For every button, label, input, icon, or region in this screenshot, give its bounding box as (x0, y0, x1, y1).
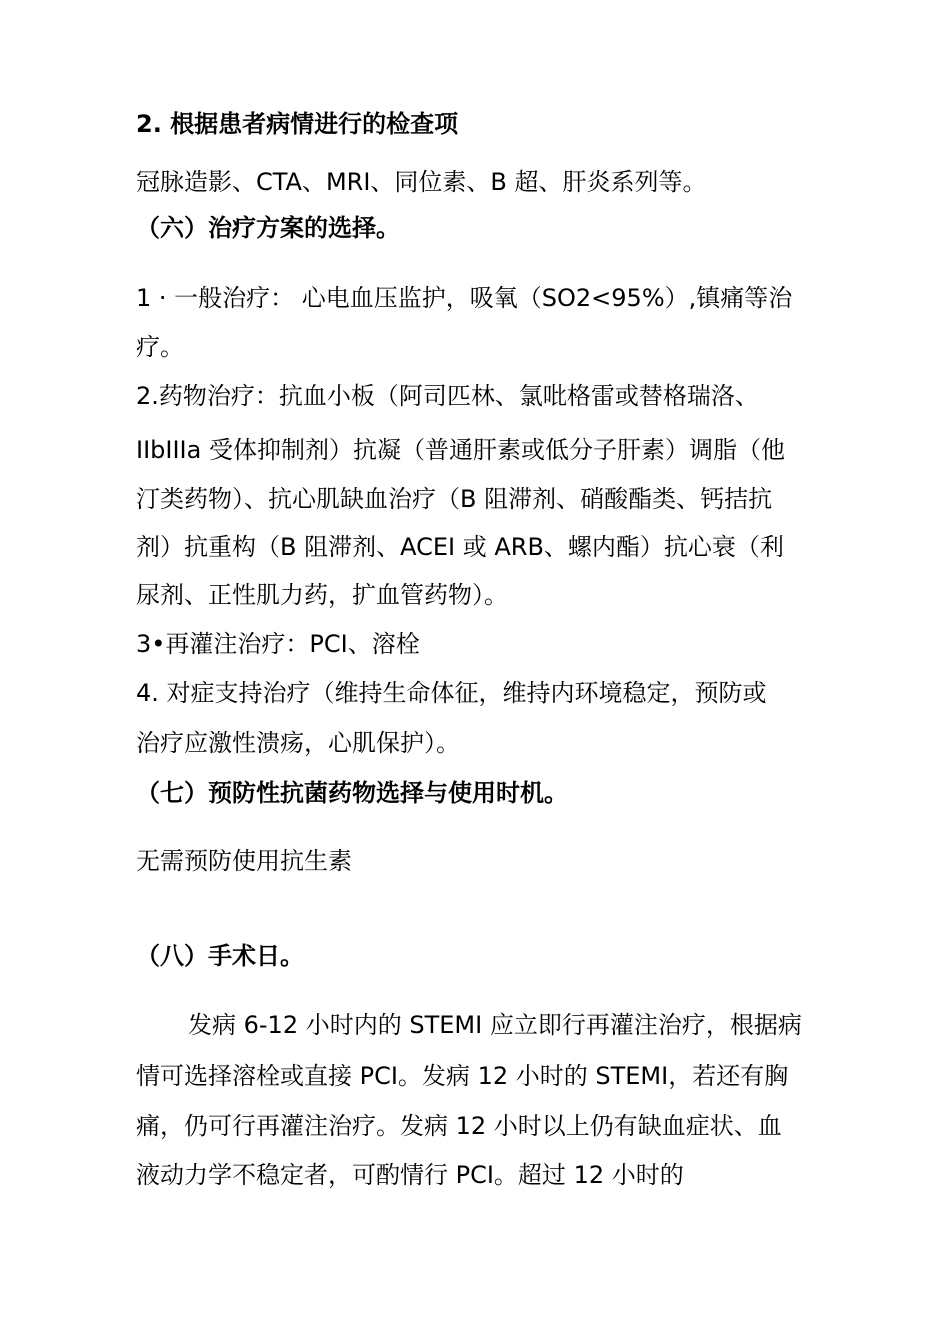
paragraph-line: 尿剂、正性肌力药，扩血管药物）。 (136, 581, 508, 609)
paragraph-line: 无需预防使用抗生素 (136, 847, 352, 875)
paragraph-line: 4. 对症支持治疗（维持生命体征，维持内环境稳定，预防或 (136, 679, 767, 707)
paragraph-line: 汀类药物）、抗心肌缺血治疗（B 阻滞剂、硝酸酯类、钙拮抗 (136, 485, 773, 513)
paragraph-line-indented: 发病 6-12 小时内的 STEMI 应立即行再灌注治疗，根据病 (188, 1011, 802, 1039)
paragraph-line: 治疗应激性溃疡，心肌保护）。 (136, 729, 460, 757)
paragraph-line: 情可选择溶栓或直接 PCI。发病 12 小时的 STEMI，若还有胸 (136, 1062, 789, 1090)
paragraph-line: 液动力学不稳定者，可酌情行 PCI。超过 12 小时的 (136, 1161, 684, 1189)
paragraph-line: 3•再灌注治疗：PCI、溶栓 (136, 630, 420, 658)
section-heading-treatment-plan: （六）治疗方案的选择。 (136, 214, 400, 242)
section-heading-surgery-day: （八）手术日。 (136, 942, 304, 970)
paragraph-line: 2.药物治疗：抗血小板（阿司匹林、氯吡格雷或替格瑞洛、 (136, 382, 759, 410)
paragraph-line: 痛，仍可行再灌注治疗。发病 12 小时以上仍有缺血症状、血 (136, 1112, 782, 1140)
paragraph-line: 冠脉造影、CTA、MRI、同位素、B 超、肝炎系列等。 (136, 168, 707, 196)
section-heading-examinations: 2. 根据患者病情进行的检查项 (136, 110, 459, 138)
paragraph-line: 剂）抗重构（B 阻滞剂、ACEI 或 ARB、螺内酯）抗心衰（利 (136, 533, 784, 561)
paragraph-line: 疗。 (136, 333, 184, 361)
section-heading-antibiotics: （七）预防性抗菌药物选择与使用时机。 (136, 779, 568, 807)
paragraph-line: IIbIIIa 受体抑制剂）抗凝（普通肝素或低分子肝素）调脂（他 (136, 436, 785, 464)
paragraph-line: 1 · 一般治疗： 心电血压监护，吸氧（SO2<95%）,镇痛等治 (136, 284, 793, 312)
